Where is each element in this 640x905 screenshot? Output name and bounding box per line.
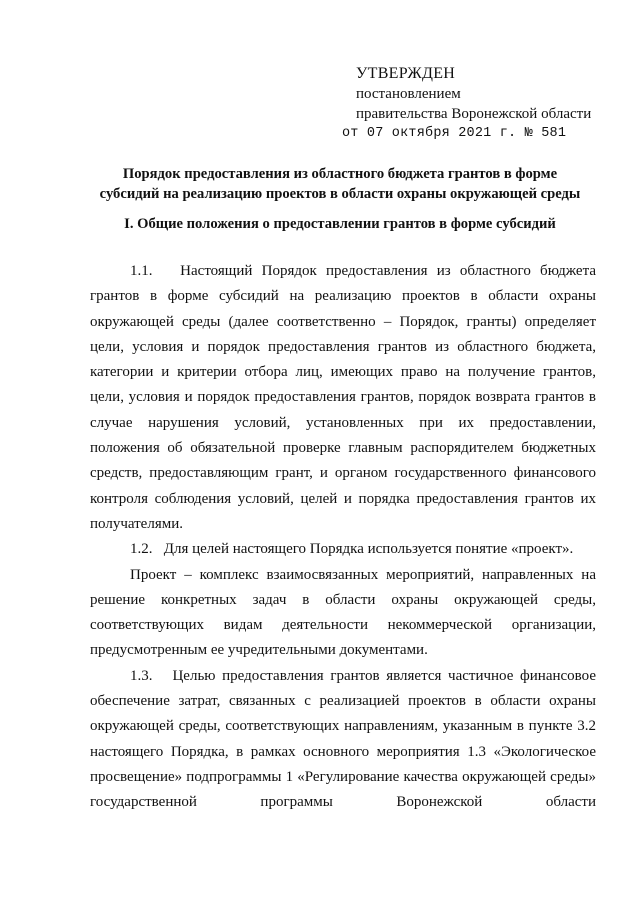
document-body (90, 259, 596, 816)
approval-line-government: правительства Воронежской области (356, 106, 592, 122)
document-title-line-1: Порядок предоставления из областного бюджета грантов в форме (122, 166, 558, 182)
section-heading: I. Общие положения о предоставлении грантов в форме субсидий (124, 216, 556, 232)
approval-line-date-number: от 07 октября 2021 г. № 581 (342, 126, 567, 141)
approval-line-resolution: постановлением (356, 86, 461, 102)
paragraph-1-2: 1.2. Для целей настоящего Порядка используется понятие «проект». (130, 541, 574, 558)
paragraph-project-definition: Проект – комплекс взаимосвязанных мероприятий, направленных на решение конкретных задач в области охраны окружающей среды, соответствующих видам деятельности некоммерческой организации, предусмотренным ее учредительными документами. (90, 566, 596, 659)
paragraph-1-3: 1.3. Целью предоставления грантов является частичное финансовое обеспечение затрат, связанных с реализацией проектов в области охраны окружающей среды, соответствующих направлениям, указанным в пункте 3.2 настоящего Порядка, в рамках основного мероприятия 1.3 «Экологическое просвещение» подпрограммы 1 «Регулирование качества окружающей среды» государственной программы Воронежской области (90, 667, 596, 811)
paragraph-1-1: 1.1. Настоящий Порядок предоставления из областного бюджета грантов в форме субсидий на реализацию проектов в области охраны окружающей среды (далее соответственно – Порядок, гранты) определяет цели, условия и порядок предоставления грантов из областного бюджета, категории и критерии отбора лиц, имеющих право на получение грантов, цели, условия и порядок предоставления грантов, порядок возврата грантов в случае нарушения условий, установленных при их предоставлении, положения об обязательной проверке главным распорядителем бюджетных средств, предоставляющим грант, и органом государственного финансового контроля соблюдения условий, целей и порядка предоставления грантов их получателями. (90, 263, 596, 532)
document-title-line-2: субсидий на реализацию проектов в области охраны окружающей среды (99, 186, 581, 202)
approval-stamp (342, 64, 592, 144)
approval-line-approved: УТВЕРЖДЕН (356, 65, 456, 82)
